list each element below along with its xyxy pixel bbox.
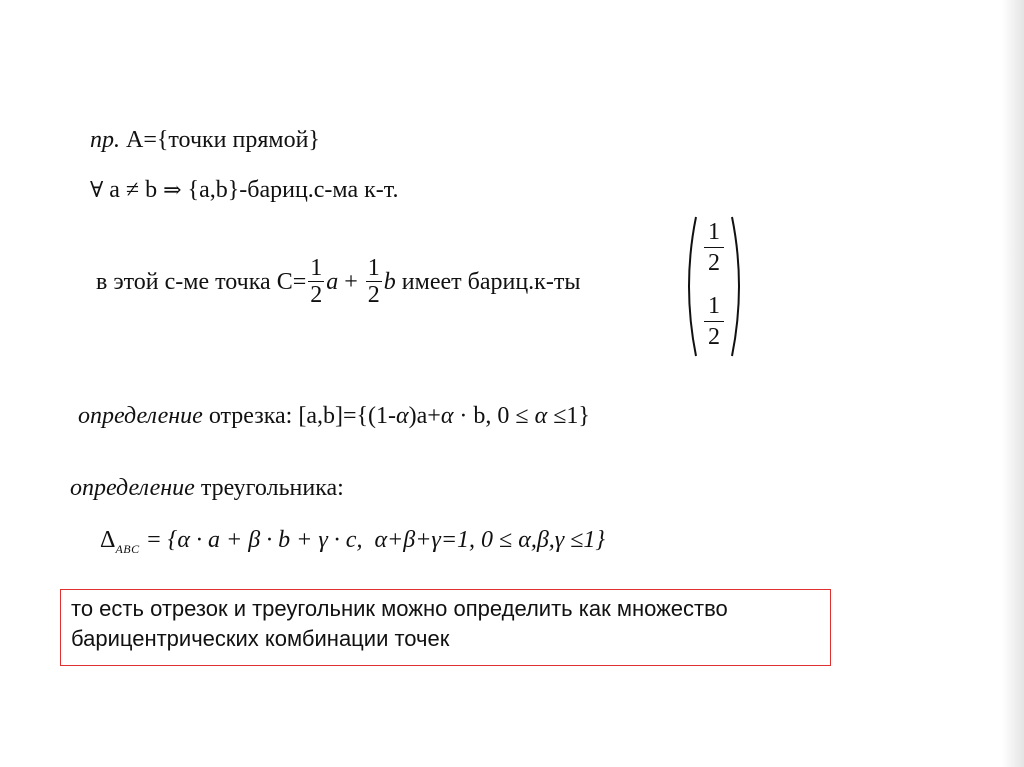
var-a: a — [326, 268, 339, 295]
point-c-lead: в этой с-ме точка C= — [96, 268, 307, 295]
example-line — [90, 126, 320, 154]
basis-rest: {a,b}-бариц.с-ма к-т. — [181, 177, 399, 203]
fraction-bar — [704, 247, 724, 248]
delta-symbol: Δ — [100, 527, 116, 553]
fraction-denominator: 2 — [708, 324, 720, 350]
triangle-formula — [100, 526, 605, 563]
var-b: b — [383, 268, 396, 295]
example-text: A={точки прямой} — [120, 127, 320, 153]
summary-note — [60, 589, 831, 666]
forall-symbol: ∀ — [90, 178, 104, 203]
alpha-symbol: α — [534, 403, 548, 429]
slide-edge-shadow — [1002, 0, 1024, 767]
fraction-numerator: 1 — [367, 255, 380, 281]
note-line-1: то есть отрезок и треугольник можно определить как множество — [71, 596, 728, 621]
fraction-denominator: 2 — [367, 282, 380, 308]
alpha-symbol: α — [440, 403, 454, 429]
fraction-bar — [704, 321, 724, 322]
fraction-numerator: 1 — [708, 293, 720, 319]
coefficient-fraction-1 — [308, 255, 324, 308]
coefficient-fraction-2 — [366, 255, 382, 308]
fraction-numerator: 1 — [708, 219, 720, 245]
delta-subscript: ABC — [115, 542, 140, 556]
basis-line — [90, 176, 398, 205]
fraction-numerator: 1 — [310, 255, 323, 281]
plus-sign: + — [338, 268, 364, 295]
segment-text: отрезка: [a,b]={(1- — [202, 403, 397, 429]
vector-bottom-fraction — [704, 293, 724, 350]
point-c-line — [96, 255, 580, 308]
note-line-2: барицентрических комбинации точек — [71, 626, 450, 651]
segment-end: ≤1} — [547, 403, 590, 429]
dot-operator: · — [453, 403, 474, 429]
segment-mid2: b, 0 ≤ — [473, 403, 535, 429]
point-c-tail: имеет бариц.к-ты — [395, 268, 581, 295]
triangle-definition-label: определение — [70, 475, 195, 501]
segment-definition — [78, 402, 590, 430]
barycentric-vector — [680, 213, 748, 360]
triangle-expression: = {α · a + β · b + γ · c, α+β+γ=1, 0 ≤ α,β,γ ≤1} — [139, 527, 605, 553]
segment-mid: )a+ — [408, 403, 441, 429]
vector-top-fraction — [704, 219, 724, 276]
fraction-denominator: 2 — [310, 282, 323, 308]
a-neq-b: a ≠ b — [103, 177, 164, 203]
triangle-definition — [70, 474, 344, 502]
triangle-text: треугольника: — [194, 475, 344, 501]
alpha-symbol: α — [396, 403, 409, 429]
implies-symbol: ⇒ — [163, 178, 182, 203]
example-prefix: пр. — [90, 127, 120, 153]
fraction-denominator: 2 — [708, 250, 720, 276]
segment-definition-label: определение — [78, 403, 203, 429]
